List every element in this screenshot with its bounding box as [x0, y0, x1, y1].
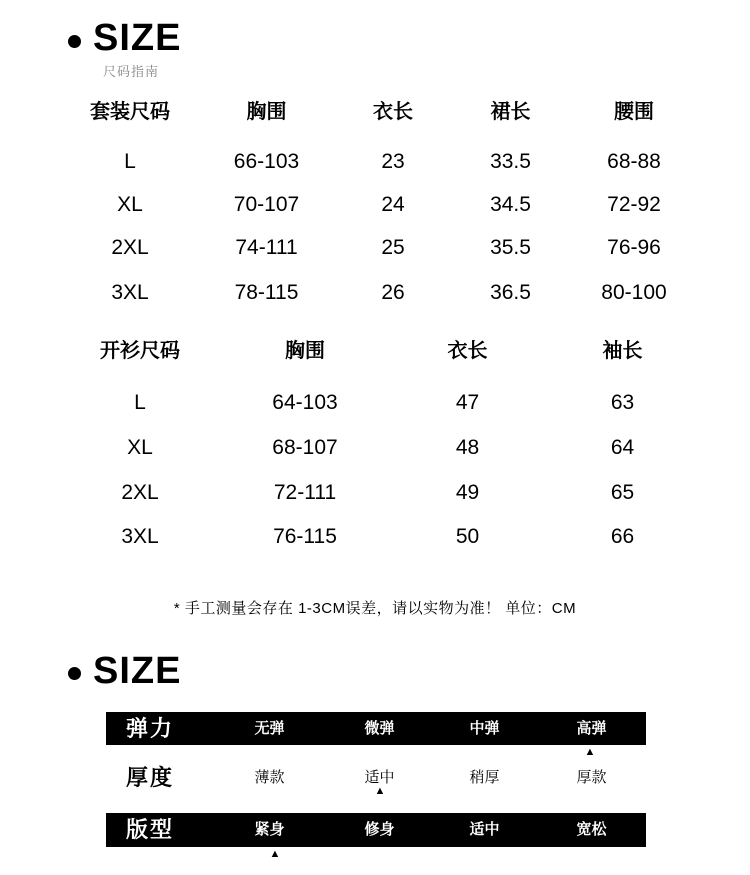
cardigan-size-label: L: [134, 391, 146, 414]
suit-table-row: [60, 140, 700, 184]
cardigan-table-header-row: [60, 329, 700, 373]
suit-header-length: 衣长: [373, 101, 413, 123]
triangle-up-marker-icon: ▲: [269, 848, 281, 860]
cardigan-bust-value: 64-103: [272, 391, 338, 414]
suit-header-skirt: 裙长: [490, 101, 531, 123]
suit-header-bust: 胸围: [246, 101, 287, 123]
suit-waist-value: 68-88: [607, 150, 661, 173]
cardigan-bust-value: 72-111: [273, 481, 337, 504]
suit-length-value: 24: [381, 193, 405, 216]
cardigan-sleeve-value: 63: [610, 391, 635, 414]
thickness-option: 适中: [364, 769, 395, 786]
suit-table-row: [60, 183, 700, 227]
elasticity-row: [106, 712, 646, 745]
suit-table-header-row: [60, 90, 700, 134]
triangle-up-marker-icon: ▲: [374, 785, 386, 797]
cardigan-bust-value: 68-107: [272, 436, 338, 459]
suit-size-label: XL: [117, 193, 143, 216]
fit-option: 适中: [469, 821, 500, 838]
cardigan-length-value: 47: [455, 391, 480, 414]
fit-label: 版型: [126, 817, 175, 842]
cardigan-header-sleeve: 袖长: [602, 340, 643, 362]
suit-bust-value: 74-111: [235, 236, 298, 259]
cardigan-length-value: 48: [455, 436, 480, 459]
suit-waist-value: 72-92: [607, 193, 661, 216]
cardigan-table-row: [60, 381, 700, 425]
fit-row: [106, 813, 646, 847]
section1-title: SIZE: [93, 17, 182, 59]
suit-skirt-value: 35.5: [490, 236, 531, 259]
suit-size-label: 3XL: [111, 281, 149, 304]
suit-waist-value: 76-96: [607, 236, 661, 259]
suit-header-waist: 腰围: [614, 101, 654, 123]
cardigan-size-label: 3XL: [121, 525, 159, 548]
suit-bust-value: 66-103: [233, 150, 300, 173]
cardigan-table-row: [60, 471, 700, 515]
suit-bust-value: 70-107: [233, 193, 300, 216]
suit-waist-value: 80-100: [601, 281, 667, 304]
suit-length-value: 25: [381, 236, 405, 259]
cardigan-sleeve-value: 65: [610, 481, 635, 504]
fit-option: 修身: [364, 821, 395, 838]
measurement-note: * 手工测量会存在 1-3CM误差，请以实物为准！ 单位：CM: [173, 600, 577, 617]
suit-length-value: 26: [381, 281, 405, 304]
cardigan-header-size: 开衫尺码: [100, 340, 180, 362]
suit-skirt-value: 36.5: [490, 281, 531, 304]
triangle-up-marker-icon: ▲: [584, 746, 596, 758]
bullet-dot-icon: [68, 35, 81, 48]
thickness-option: 厚款: [576, 769, 607, 786]
bullet-dot-icon: [68, 667, 81, 680]
suit-table-row: [60, 271, 700, 315]
cardigan-table-row: [60, 426, 700, 470]
suit-bust-value: 78-115: [234, 281, 299, 304]
section1-subtitle: 尺码指南: [103, 64, 160, 79]
cardigan-table-row: [60, 515, 700, 559]
cardigan-size-label: 2XL: [121, 481, 159, 504]
thickness-label: 厚度: [126, 765, 175, 790]
thickness-option: 薄款: [254, 769, 285, 786]
cardigan-length-value: 49: [455, 481, 480, 504]
cardigan-length-value: 50: [455, 525, 480, 548]
suit-size-label: 2XL: [111, 236, 149, 259]
thickness-option: 稍厚: [469, 769, 500, 786]
cardigan-header-bust: 胸围: [285, 340, 325, 362]
elasticity-option: 微弹: [364, 720, 395, 737]
cardigan-sleeve-value: 66: [610, 525, 635, 548]
fit-option: 紧身: [254, 821, 285, 838]
fit-option: 宽松: [576, 821, 607, 838]
suit-header-size: 套装尺码: [90, 101, 170, 123]
cardigan-size-label: XL: [127, 436, 153, 459]
elasticity-label: 弹力: [126, 716, 175, 741]
elasticity-option: 无弹: [254, 720, 285, 737]
elasticity-option: 中弹: [469, 720, 500, 737]
cardigan-sleeve-value: 64: [610, 436, 635, 459]
suit-length-value: 23: [381, 150, 405, 173]
suit-size-label: L: [124, 150, 136, 173]
elasticity-option: 高弹: [576, 720, 607, 737]
section2-title: SIZE: [93, 650, 182, 692]
suit-skirt-value: 34.5: [490, 193, 531, 216]
cardigan-bust-value: 76-115: [273, 525, 337, 548]
suit-skirt-value: 33.5: [490, 150, 531, 173]
cardigan-header-length: 衣长: [447, 340, 488, 362]
suit-table-row: [60, 226, 700, 270]
